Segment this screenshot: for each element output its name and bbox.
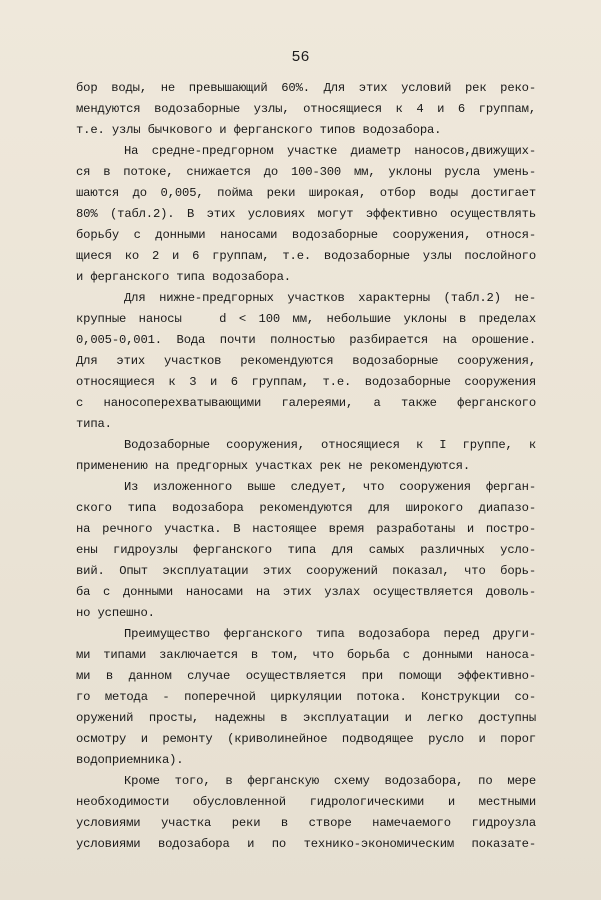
text-line: ми в данном случае осуществляется при помощи эффективно- [76, 669, 536, 683]
text-line: т.е. узлы бычкового и ферганского типов водозабора. [76, 123, 442, 137]
text-line: необходимости обусловленной гидрологическими и местными [76, 795, 536, 809]
text-line: мендуются водозаборные узлы, относящиеся к 4 и 6 группам, [76, 102, 536, 116]
text-line: 80% (табл.2). В этих условиях могут эффективно осуществлять [76, 207, 536, 221]
text-line: ского типа водозабора рекомендуются для широкого диапазо- [76, 501, 536, 515]
text-line: с наносоперехватывающими галереями, а также ферганского [76, 396, 536, 410]
body-text [76, 78, 536, 855]
text-line: борьбу с донными наносами водозаборные сооружения, относя- [76, 228, 536, 242]
text-line: типа. [76, 417, 112, 431]
text-line: водоприемника). [76, 753, 184, 767]
text-line: Для этих участков рекомендуются водозаборные сооружения, [76, 354, 536, 368]
text-line: Водозаборные сооружения, относящиеся к I группе, к [124, 438, 536, 452]
text-line: го метода - поперечной циркуляции потока. Конструкции со- [76, 690, 536, 704]
text-line: и ферганского типа водозабора. [76, 270, 291, 284]
text-line: На средне-предгорном участке диаметр наносов,движущих- [124, 144, 536, 158]
text-line: на речного участка. В настоящее время разработаны и постро- [76, 522, 536, 536]
text-line: 0,005-0,001. Вода почти полностью разбирается на орошение. [76, 333, 536, 347]
text-line: относящиеся к 3 и 6 группам, т.е. водозаборные сооружения [76, 375, 536, 389]
text-line: но успешно. [76, 606, 155, 620]
text-line: ся в потоке, снижается до 100-300 мм, уклоны русла умень- [76, 165, 536, 179]
text-line: вий. Опыт эксплуатации этих сооружений показал, что борь- [76, 564, 536, 578]
text-line: применению на предгорных участках рек не рекомендуются. [76, 459, 471, 473]
text-line: бор воды, не превышающий 60%. Для этих условий рек реко- [76, 81, 536, 95]
text-line: Кроме того, в ферганскую схему водозабора, по мере [124, 774, 536, 788]
text-line: Для нижне-предгорных участков характерны (табл.2) не- [124, 291, 536, 305]
text-line: шаются до 0,005, пойма реки широкая, отбор воды достигает [76, 186, 536, 200]
text-line: ба с донными наносами на этих узлах осуществляется доволь- [76, 585, 536, 599]
text-line: ены гидроузлы ферганского типа для самых различных усло- [76, 543, 536, 557]
text-line: условиями водозабора и по технико-экономическим показате- [76, 837, 536, 851]
text-line: осмотру и ремонту (криволинейное подводящее русло и порог [76, 732, 536, 746]
text-line: Из изложенного выше следует, что сооружения ферган- [124, 480, 536, 494]
text-line: оружений просты, надежны в эксплуатации и легко доступны [76, 711, 536, 725]
text-line: крупные наносы d < 100 мм, небольшие уклоны в пределах [76, 312, 536, 326]
text-line: условиями участка реки в створе намечаемого гидроузла [76, 816, 536, 830]
text-line: Преимущество ферганского типа водозабора перед други- [124, 627, 536, 641]
page-number: 56 [291, 49, 310, 66]
text-line: ми типами заключается в том, что борьба с донными наноса- [76, 648, 536, 662]
text-line: щиеся ко 2 и 6 группам, т.е. водозаборные узлы послойного [76, 249, 536, 263]
